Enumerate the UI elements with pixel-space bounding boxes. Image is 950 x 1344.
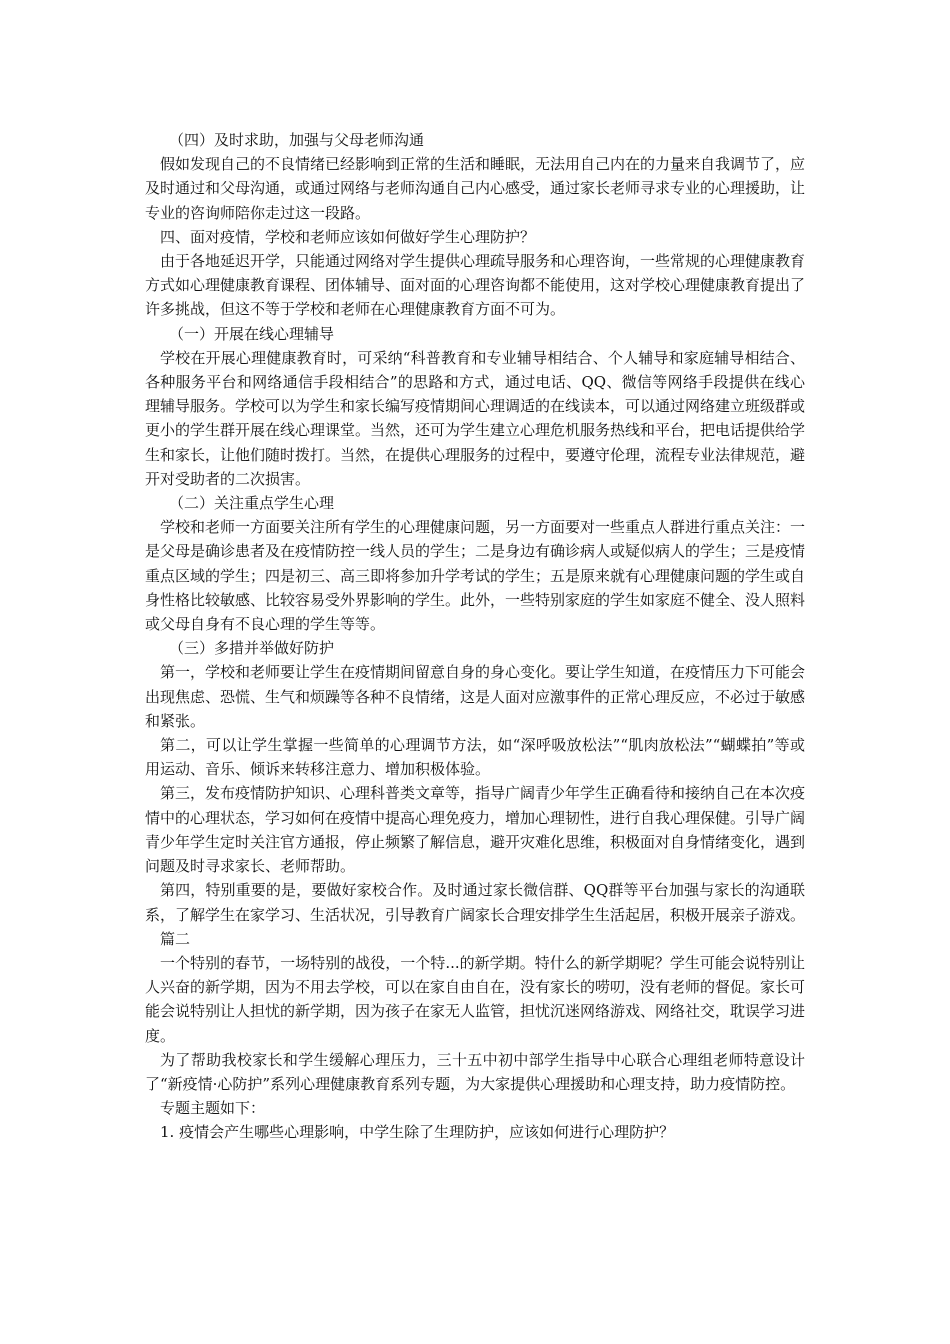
section-heading: （三）多措并举做好防护 (169, 639, 335, 658)
document-body (145, 128, 805, 1145)
body-paragraph: 学校和老师一方面要关注所有学生的心理健康问题，另一方面要对一些重点人群进行重点关注：一是父母是确诊患者及在疫情防控一线人员的学生；二是身边有确诊病人或疑似病人的学生；三是疫情重点区域的学生；四是初三、高三即将参加升学考试的学生；五是原来就有心理健康问题的学生或自身性格比较敏感、比较容易受外界影响的学生。此外，一些特别家庭的学生如家庭不健全、没人照料或父母自身有不良心理的学生等等。 (145, 518, 806, 634)
section-title: 四、面对疫情，学校和老师应该如何做好学生心理防护？ (160, 227, 536, 246)
body-paragraph: 第一，学校和老师要让学生在疫情期间留意自身的身心变化。要让学生知道，在疫情压力下可能会出现焦虑、恐慌、生气和烦躁等各种不良情绪，这是人面对应激事件的正常心理反应，不必过于敏感和紧张。 (145, 663, 806, 730)
section-heading: （一）开展在线心理辅导 (169, 324, 335, 343)
body-paragraph: 假如发现自己的不良情绪已经影响到正常的生活和睡眠，无法用自己内在的力量来自我调节了，应及时通过和父母沟通，或通过网络与老师沟通自己内心感受，通过家长老师寻求专业的心理援助，让专业的咨询师陪你走过这一段路。 (145, 155, 806, 222)
list-item: 1. 疫情会产生哪些心理影响，中学生除了生理防护，应该如何进行心理防护？ (160, 1123, 675, 1142)
body-paragraph: 第二，可以让学生掌握一些简单的心理调节方法，如“深呼吸放松法”“肌肉放松法”“蝴蝶拍”等或用运动、音乐、倾诉来转移注意力、增加积极体验。 (145, 736, 805, 779)
list-intro: 专题主题如下： (160, 1099, 266, 1118)
body-paragraph: 一个特别的春节，一场特别的战役，一个特...的新学期。特什么的新学期呢？学生可能会说特别让人兴奋的新学期，因为不用去学校，可以在家自由自在，没有家长的唠叨，没有老师的督促。家长可能会说特别让人担忧的新学期，因为孩子在家无人监管，担忧沉迷网络游戏、网络社交，耽误学习进度。 (145, 953, 806, 1045)
section-heading: （四）及时求助，加强与父母老师沟通 (169, 131, 425, 149)
body-paragraph: 学校在开展心理健康教育时，可采纳“科普教育和专业辅导相结合、个人辅导和家庭辅导相结合、各种服务平台和网络通信手段相结合”的思路和方式，通过电话、QQ、微信等网络手段提供在线心理辅导服务。学校可以为学生和家长编写疫情期间心理调适的在线读本，可以通过网络建立班级群或更小的学生群开展在线心理课堂。当然，还可为学生建立心理危机服务热线和平台，把电话提供给学生和家长，让他们随时拨打。当然，在提供心理服务的过程中，要遵守伦理，流程专业法律规范，避开对受助者的二次损害。 (145, 348, 806, 488)
section-heading: （二）关注重点学生心理 (169, 494, 335, 513)
part-label: 篇二 (160, 929, 191, 948)
body-paragraph: 为了帮助我校家长和学生缓解心理压力，三十五中初中部学生指导中心联合心理组老师特意设计了“新疫情·心防护”系列心理健康教育系列专题，为大家提供心理援助和心理支持，助力疫情防控。 (145, 1050, 805, 1093)
body-paragraph: 第三，发布疫情防护知识、心理科普类文章等，指导广阔青少年学生正确看待和接纳自己在本次疫情中的心理状态，学习如何在疫情中提高心理免疫力，增加心理韧性，进行自我心理保健。引导广阔青少年学生定时关注官方通报，停止频繁了解信息，避开灾难化思维，积极面对自身情绪变化，遇到问题及时寻求家长、老师帮助。 (145, 784, 806, 876)
body-paragraph: 由于各地延迟开学，只能通过网络对学生提供心理疏导服务和心理咨询，一些常规的心理健康教育方式如心理健康教育课程、团体辅导、面对面的心理咨询都不能使用，这对学校心理健康教育提出了许多挑战，但这不等于学校和老师在心理健康教育方面不可为。 (145, 252, 806, 319)
body-paragraph: 第四，特别重要的是，要做好家校合作。及时通过家长微信群、QQ群等平台加强与家长的沟通联系，了解学生在家学习、生活状况，引导教育广阔家长合理安排学生生活起居，积极开展亲子游戏。 (145, 881, 806, 924)
